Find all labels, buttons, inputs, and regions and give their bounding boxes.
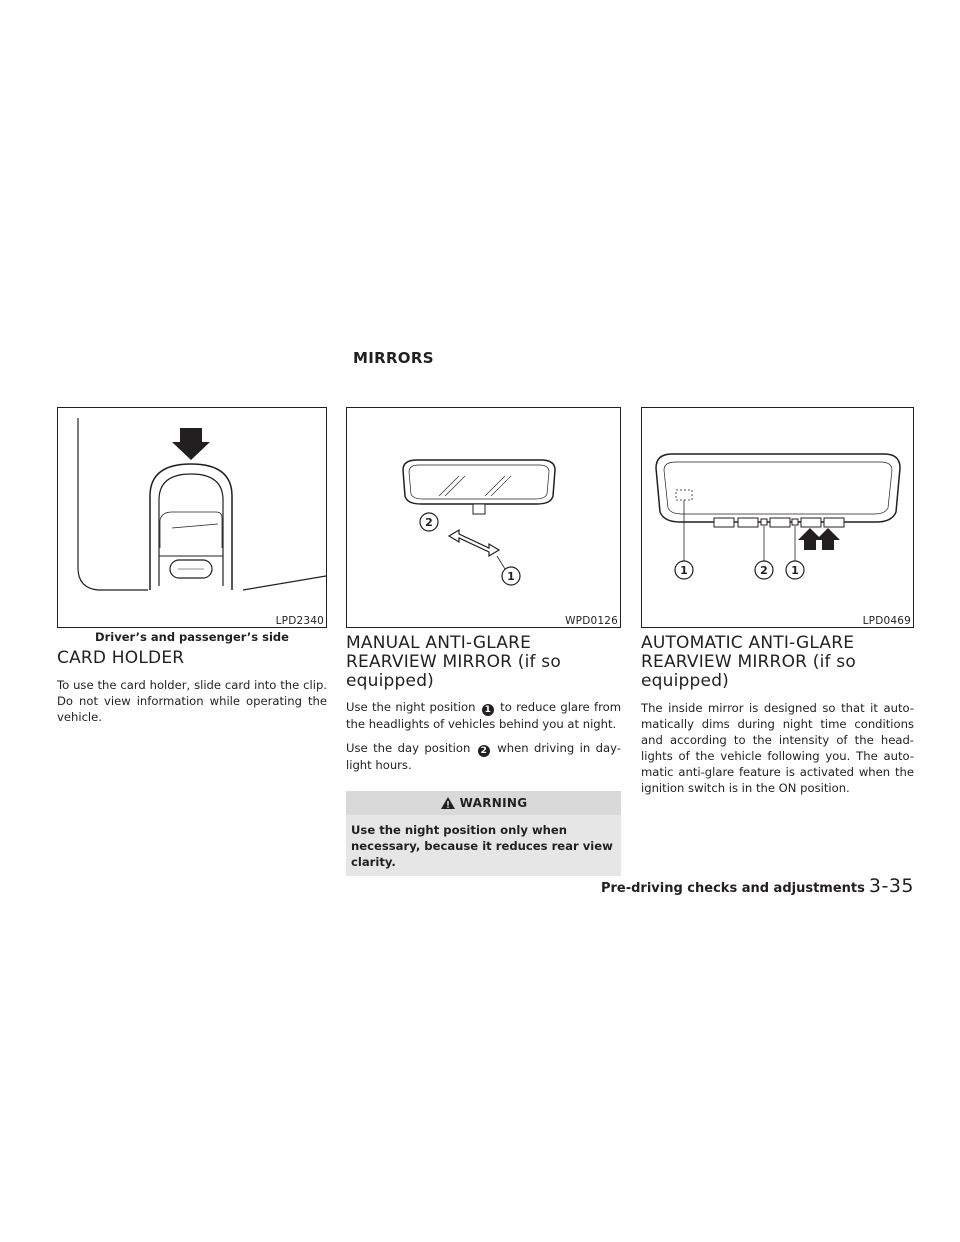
- card-holder-heading: CARD HOLDER: [57, 648, 185, 668]
- card-holder-section: [57, 649, 327, 725]
- arrow-icon: [449, 530, 499, 556]
- paragraph-text: Use the night position: [346, 700, 476, 714]
- night-position-paragraph: [346, 699, 621, 732]
- callout-2: 2: [425, 516, 433, 529]
- manual-mirror-figure: [346, 407, 621, 628]
- figure-code: LPD2340: [275, 615, 324, 627]
- callout-number: 1: [482, 704, 494, 716]
- figure-caption: Driver’s and passenger’s side: [95, 630, 289, 644]
- paragraph-text: to reduce glare from the headlights of vehicles behind you at night.: [346, 700, 621, 731]
- footer-section-title: Pre-driving checks and adjustments: [600, 881, 865, 896]
- paragraph-text: when driving in day-light hours.: [346, 741, 621, 772]
- auto-mirror-body: The inside mirror is designed so that it auto-matically dims during night time conditions and according to the intensity of the head-lights of the vehicle following you. The auto-matic anti-glare feature is activated when the ignition switch is in the ON position.: [641, 701, 914, 795]
- section-title: MIRRORS: [353, 349, 434, 367]
- auto-mirror-figure: [641, 407, 914, 628]
- heading-line: equipped): [346, 671, 435, 691]
- auto-mirror-heading: [641, 634, 914, 691]
- page-footer: [601, 875, 914, 897]
- warning-title: WARNING: [459, 796, 528, 810]
- card-holder-body: To use the card holder, slide card into the clip. Do not view information while operating the vehicle.: [57, 678, 327, 724]
- heading-line: REARVIEW MIRROR (if so: [346, 652, 561, 672]
- warning-icon: [440, 796, 456, 810]
- manual-mirror-illustration: [347, 408, 620, 627]
- callout-2: 2: [760, 564, 768, 577]
- callout-1: 1: [791, 564, 799, 577]
- down-arrow-icon: [172, 428, 210, 460]
- warning-text: Use the night position only when necessary, because it reduces rear view clarity.: [346, 815, 621, 876]
- heading-line: equipped): [641, 671, 730, 691]
- card-holder-illustration: [58, 408, 326, 627]
- warning-header: [346, 791, 621, 815]
- callout-number: 2: [478, 745, 490, 757]
- paragraph-text: Use the day position: [346, 741, 471, 755]
- manual-mirror-heading: [346, 634, 621, 691]
- callout-1: 1: [507, 570, 515, 583]
- warning-box: [346, 791, 621, 876]
- heading-line: MANUAL ANTI-GLARE: [346, 633, 532, 653]
- auto-mirror-illustration: [642, 408, 913, 627]
- auto-mirror-section: [641, 634, 914, 796]
- up-arrow-icon: [816, 528, 840, 550]
- figure-code: WPD0126: [565, 615, 618, 627]
- heading-line: AUTOMATIC ANTI-GLARE: [641, 633, 855, 653]
- heading-line: REARVIEW MIRROR (if so: [641, 652, 856, 672]
- callout-1: 1: [680, 564, 688, 577]
- card-holder-figure: [57, 407, 327, 628]
- manual-mirror-section: [346, 634, 621, 876]
- page-number: 3-35: [868, 875, 914, 897]
- figure-code: LPD0469: [862, 615, 911, 627]
- day-position-paragraph: [346, 740, 621, 773]
